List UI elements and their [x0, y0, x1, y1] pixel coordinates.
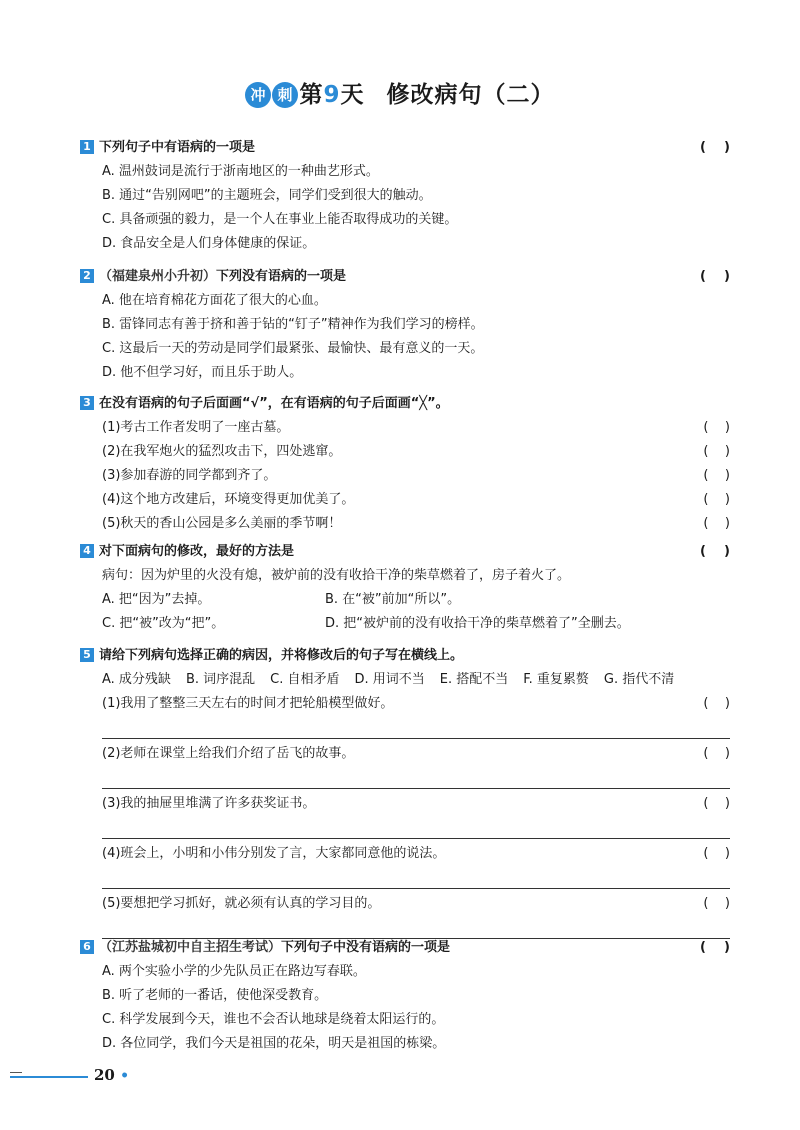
answer-bracket[interactable]: ( ) [703, 896, 730, 911]
answer-bracket[interactable]: ( ) [703, 516, 730, 531]
answer-bracket[interactable]: ( ) [703, 444, 730, 459]
judge-item-2: (2)在我军炮火的猛烈攻击下，四处逃窜。 [102, 444, 342, 459]
question-prompt: 请给下列病句选择正确的病因，并将修改后的句子写在横线上。 [99, 648, 464, 663]
sentence-3: (3)我的抽屉里堆满了许多获奖证书。 [102, 796, 316, 811]
question-source: （福建泉州小升初） [99, 269, 217, 284]
question-source: （江苏盐城初中自主招生考试） [99, 940, 282, 955]
question-number: 1 [80, 140, 94, 154]
judge-item-3: (3)参加春游的同学都到齐了。 [102, 468, 277, 483]
footer-rule-thin [10, 1072, 22, 1073]
answer-line-2[interactable] [102, 766, 730, 789]
option-b: B. 通过“告别网吧”的主题班会，同学们受到很大的触动。 [102, 188, 432, 203]
question-3 [80, 392, 730, 536]
question-prompt: 下列没有语病的一项是 [216, 269, 347, 284]
question-prompt: 对下面病句的修改，最好的方法是 [99, 544, 295, 559]
question-prompt: 在没有语病的句子后面画“√”，在有语病的句子后面画“╳”。 [99, 396, 449, 411]
sentence-5: (5)要想把学习抓好，就必须有认真的学习目的。 [102, 896, 381, 911]
question-number: 3 [80, 396, 94, 410]
question-prompt: 下列句子中没有语病的一项是 [281, 940, 451, 955]
answer-bracket[interactable]: ( ) [703, 846, 730, 861]
question-4 [80, 540, 730, 636]
sentence-2: (2)老师在课堂上给我们介绍了岳飞的故事。 [102, 746, 355, 761]
page-title [0, 76, 800, 109]
question-number: 6 [80, 940, 94, 954]
judge-item-5: (5)秋天的香山公园是多么美丽的季节啊！ [102, 516, 342, 531]
question-6 [80, 936, 730, 1056]
page-dot: • [120, 1068, 130, 1084]
question-number: 4 [80, 544, 94, 558]
day-prefix: 第 [299, 82, 324, 108]
question-number: 2 [80, 269, 94, 283]
page-number-value: 20 [94, 1066, 115, 1084]
title-badge-ci: 刺 [272, 82, 298, 108]
cause-a: A. 成分残缺 [102, 672, 171, 687]
day-suffix: 天 [340, 82, 365, 108]
judge-item-4: (4)这个地方改建后，环境变得更加优美了。 [102, 492, 355, 507]
judge-item-1: (1)考古工作者发明了一座古墓。 [102, 420, 290, 435]
answer-bracket[interactable]: ( ) [703, 468, 730, 483]
answer-bracket[interactable]: ( ) [703, 696, 730, 711]
question-2 [80, 265, 730, 385]
day-number: 9 [323, 82, 341, 108]
question-prompt: 下列句子中有语病的一项是 [99, 140, 256, 155]
option-a: A. 温州鼓词是流行于浙南地区的一种曲艺形式。 [102, 164, 379, 179]
cause-b: B. 词序混乱 [185, 672, 256, 687]
cause-g: G. 指代不清 [603, 672, 675, 687]
cause-f: F. 重复累赘 [523, 672, 589, 687]
cause-d: D. 用词不当 [354, 672, 425, 687]
cause-e: E. 搭配不当 [439, 672, 509, 687]
answer-line-1[interactable] [102, 716, 730, 739]
option-c: C. 这最后一天的劳动是同学们最紧张、最愉快、最有意义的一天。 [102, 341, 484, 356]
option-b: B. 雷锋同志有善于挤和善于钻的“钉子”精神作为我们学习的榜样。 [102, 317, 484, 332]
option-a: A. 两个实验小学的少先队员正在路边写春联。 [102, 964, 366, 979]
cause-c: C. 自相矛盾 [270, 672, 340, 687]
answer-bracket[interactable]: ( ) [703, 420, 730, 435]
option-d: D. 食品安全是人们身体健康的保证。 [102, 236, 316, 251]
question-5 [80, 644, 730, 942]
page-number [94, 1066, 129, 1084]
option-a: A. 把“因为”去掉。 [102, 592, 211, 607]
topic-title: 修改病句（二） [386, 82, 555, 108]
option-b: B. 听了老师的一番话，使他深受教育。 [102, 988, 328, 1003]
option-a: A. 他在培育棉花方面花了很大的心血。 [102, 293, 327, 308]
option-d: D. 各位同学，我们今天是祖国的花朵，明天是祖国的栋梁。 [102, 1036, 446, 1051]
answer-line-3[interactable] [102, 816, 730, 839]
sentence-1: (1)我用了整整三天左右的时间才把轮船模型做好。 [102, 696, 394, 711]
option-c: C. 把“被”改为“把”。 [102, 616, 225, 631]
question-number: 5 [80, 648, 94, 662]
option-c: C. 科学发展到今天，谁也不会否认地球是绕着太阳运行的。 [102, 1012, 445, 1027]
option-d: D. 把“被炉前的没有收拾干净的柴草燃着了”全删去。 [325, 616, 630, 631]
answer-bracket[interactable]: ( ) [703, 796, 730, 811]
answer-line-4[interactable] [102, 866, 730, 889]
option-c: C. 具备顽强的毅力，是一个人在事业上能否取得成功的关键。 [102, 212, 458, 227]
answer-bracket[interactable]: ( ) [700, 940, 730, 955]
title-badge-chong: 冲 [245, 82, 271, 108]
answer-bracket[interactable]: ( ) [703, 746, 730, 761]
option-b: B. 在“被”前加“所以”。 [325, 592, 461, 607]
cause-options [80, 668, 730, 692]
answer-bracket[interactable]: ( ) [700, 269, 730, 284]
footer-rule [10, 1076, 88, 1078]
sentence-4: (4)班会上，小明和小伟分别发了言，大家都同意他的说法。 [102, 846, 446, 861]
question-1 [80, 136, 730, 256]
answer-bracket[interactable]: ( ) [703, 492, 730, 507]
option-d: D. 他不但学习好，而且乐于助人。 [102, 365, 303, 380]
answer-bracket[interactable]: ( ) [700, 544, 730, 559]
answer-bracket[interactable]: ( ) [700, 140, 730, 155]
faulty-sentence: 病句：因为炉里的火没有熄，被炉前的没有收拾干净的柴草燃着了，房子着火了。 [102, 568, 571, 583]
